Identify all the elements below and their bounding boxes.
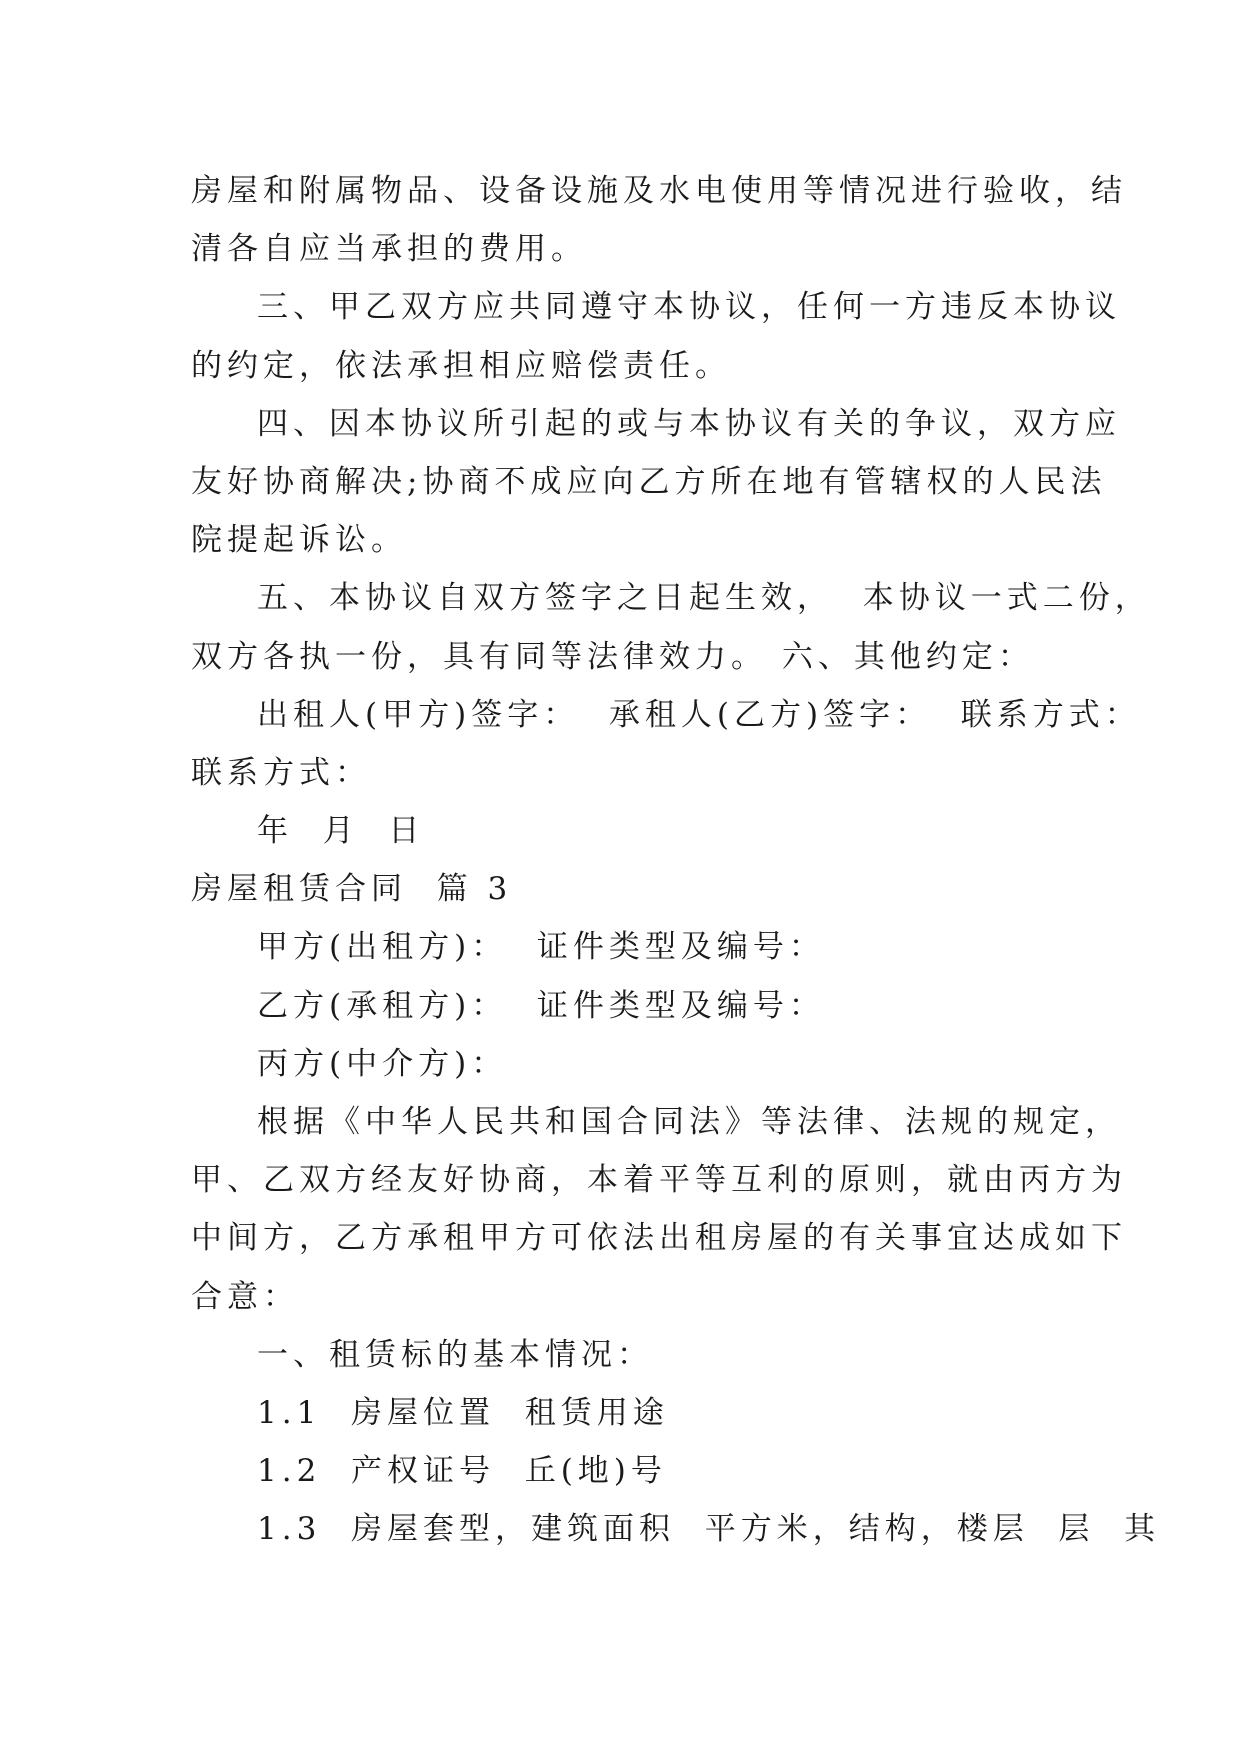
item-1-2: 1.2 产权证号 丘(地)号 xyxy=(257,1453,667,1490)
party-b-line: 乙方(承租方)： 证件类型及编号： xyxy=(257,987,825,1024)
party-c-line: 丙方(中介方)： xyxy=(257,1045,508,1082)
party-a-line: 甲方(出租方)： 证件类型及编号： xyxy=(257,929,825,966)
section-heading: 房屋租赁合同 篇 3 xyxy=(191,871,513,908)
text-line: 友好协商解决;协商不成应向乙方所在地有管辖权的人民法 xyxy=(191,463,1107,500)
text-line: 的约定，依法承担相应赔偿责任。 xyxy=(191,347,731,384)
text-line: 合意： xyxy=(191,1278,299,1315)
text-line: 中间方，乙方承租甲方可依法出租房屋的有关事宜达成如下 xyxy=(191,1220,1127,1257)
contact-line: 联系方式： xyxy=(191,754,371,791)
date-line: 年 月 日 xyxy=(257,813,425,850)
text-line: 甲、乙双方经友好协商，本着平等互利的原则，就由丙方为 xyxy=(191,1162,1127,1199)
clause-one-heading: 一、租赁标的基本情况： xyxy=(257,1336,653,1373)
signature-line: 出租人(甲方)签字： 承租人(乙方)签字： 联系方式： xyxy=(257,696,1141,733)
item-1-1: 1.1 房屋位置 租赁用途 xyxy=(257,1394,669,1431)
clause-five: 五、本协议自双方签字之日起生效， 本协议一式二份， xyxy=(257,580,1151,617)
preamble-line: 根据《中华人民共和国合同法》等法律、法规的规定， xyxy=(257,1104,1121,1140)
text-line: 清各自应当承担的费用。 xyxy=(191,231,587,268)
document-body xyxy=(191,162,1161,1559)
text-line: 院提起诉讼。 xyxy=(191,522,407,559)
text-line: 房屋和附属物品、设备设施及水电使用等情况进行验收，结 xyxy=(191,173,1127,209)
clause-three: 三、甲乙双方应共同遵守本协议，任何一方违反本协议 xyxy=(257,289,1121,326)
item-1-3: 1.3 房屋套型，建筑面积 平方米，结构，楼层 层 其 xyxy=(257,1511,1161,1548)
clause-four: 四、因本协议所引起的或与本协议有关的争议，双方应 xyxy=(257,405,1121,442)
text-line: 双方各执一份，具有同等法律效力。 六、其他约定： xyxy=(191,638,1034,675)
